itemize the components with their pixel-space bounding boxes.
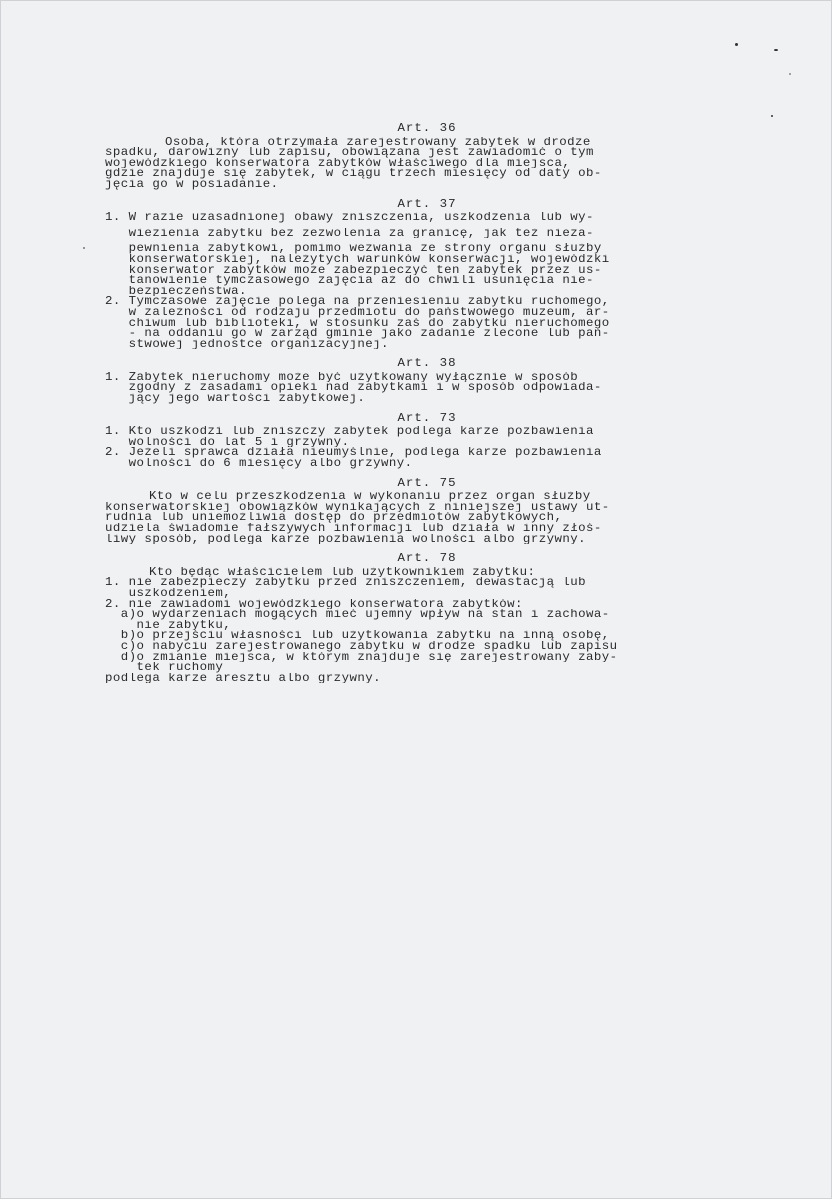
article-heading: Art. 75: [397, 475, 457, 490]
text-line: bezpieczeństwa.: [105, 285, 247, 297]
text-line: jęcia go w posiadanie.: [105, 178, 279, 190]
text-line: pewnienia zabytkowi, pomimo wezwania ze strony organu służby: [105, 243, 602, 254]
article-heading: Art. 38: [397, 356, 457, 371]
text-line: c)o nabyciu zarejestrowanego zabytku w drodze spadku lub zapisu: [105, 640, 618, 652]
text-line: spadku, darowizny lub zapisu, obowiązana jest zawiadomić o tym: [105, 147, 594, 158]
article-text: [105, 491, 749, 544]
text-line: udziela świadomie fałszywych informacji lub działa w inny złoś-: [105, 523, 602, 534]
scan-speck: [771, 115, 773, 117]
text-line: 2. nie zawiadomi wojewódzkiego konserwatora zabytków:: [105, 598, 523, 610]
text-line: 1. nie zabezpieczy zabytku przed zniszczeniem, dewastacją lub: [105, 577, 587, 588]
text-line: tanowienie tymczasowego zajęcia aż do chwili usunięcia nie-: [105, 275, 594, 286]
scan-speck: [735, 43, 738, 46]
text-line: wojewódzkiego konserwatora zabytków właściwego dla miejsca,: [105, 157, 571, 169]
text-line: zgodny z zasadami opieki nad zabytkami i w sposób odpowiada-: [105, 382, 602, 394]
text-line: konserwatorskiej obowiązków wynikających z niniejszej ustawy ut-: [105, 501, 610, 513]
text-line: tek ruchomy: [105, 662, 224, 673]
text-line: uszkodzeniem,: [105, 587, 232, 599]
text-line: gdzie znajduje się zabytek, w ciągu trzech miesięcy od daty ob-: [105, 168, 602, 179]
text-line: 2. Jeżeli sprawca działa nieumyślnie, podlega karze pozbawienia: [105, 447, 602, 459]
text-line: 1. W razie uzasadnionej obawy zniszczenia, uszkodzenia lub wy-: [105, 212, 594, 223]
text-line: wiezienia zabytku bez zezwolenia za granicę, jak też nieza-: [105, 227, 594, 239]
text-line: rudnia lub uniemożliwia dostęp do przedmiotów zabytkowych,: [105, 512, 563, 523]
text-line: konserwatorskiej, należytych warunków konserwacji, wojewódzki: [105, 253, 610, 265]
scan-speck: [789, 73, 791, 75]
text-line: liwy sposób, podlega karze pozbawienia wolności albo grzywny.: [105, 533, 587, 545]
text-line: konserwator zabytków może zabezpieczyć ten zabytek przez us-: [105, 264, 602, 276]
text-line: Osoba, która otrzymała zarejestrowany zabytek w drodze: [165, 136, 591, 148]
text-line: wolności do lat 5 i grzywny.: [105, 436, 350, 448]
text-line: chiwum lub biblioteki, w stosunku zaś do zabytku nieruchomego: [105, 317, 610, 329]
article-heading: Art. 37: [397, 196, 457, 211]
scan-speck: [83, 247, 85, 249]
text-line: podlega karze aresztu albo grzywny.: [105, 672, 381, 684]
article-text: [105, 212, 749, 349]
text-line: 2. Tymczasowe zajęcie polega na przeniesieniu zabytku ruchomego,: [105, 296, 610, 307]
text-line: jący jego wartości zabytkowej.: [105, 393, 366, 404]
text-line: stwowej jednostce organizacyjnej.: [105, 338, 389, 350]
text-line: 1. Zabytek nieruchomy może być użytkowany wyłącznie w sposób: [105, 371, 579, 383]
text-line: a)o wydarzeniach mogących mieć ujemny wpływ na stan i zachowa-: [105, 609, 610, 620]
article-text: [105, 426, 749, 468]
article-text: [105, 137, 749, 190]
text-line: 1. Kto uszkodzi lub zniszczy zabytek podlega karze pozbawienia: [105, 426, 594, 437]
article-text: [105, 567, 749, 684]
article-heading: Art. 36: [397, 121, 457, 135]
text-line: nie zabytku,: [105, 619, 232, 631]
scan-speck: [774, 49, 778, 51]
text-line: d)o zmianie miejsca, w którym znajduje się zarejestrowany zaby-: [105, 651, 618, 663]
article-text: [105, 372, 749, 404]
document-body: [105, 123, 749, 683]
text-line: wolności do 6 miesięcy albo grzywny.: [105, 458, 413, 469]
article-heading: Art. 73: [397, 410, 457, 425]
text-line: Kto będąc właścicielem lub użytkownikiem zabytku:: [149, 566, 536, 578]
text-line: w zależności od rodzaju przedmiotu do państwowego muzeum, ar-: [105, 306, 610, 318]
text-line: Kto w celu przeszkodzenia w wykonaniu przez organ służby: [149, 491, 591, 502]
text-line: - na oddaniu go w zarząd gminie jako zadanie zlecone lub pań-: [105, 328, 610, 339]
text-line: b)o przejściu własności lub użytkowania zabytku na inną osobę,: [105, 630, 610, 641]
article-heading: Art. 78: [397, 551, 457, 566]
